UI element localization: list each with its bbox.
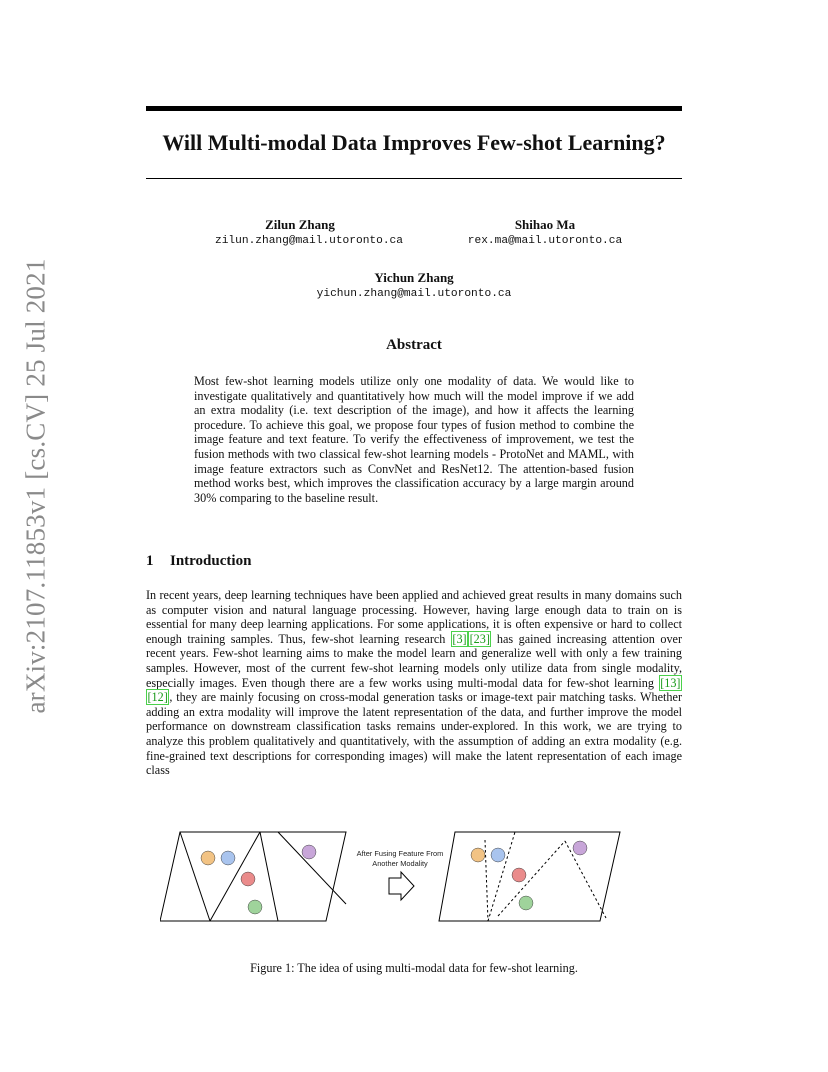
author-email: yichun.zhang@mail.utoronto.ca xyxy=(316,288,512,300)
author-email: zilun.zhang@mail.utoronto.ca xyxy=(215,235,403,247)
arrow-label-line-2: Another Modality xyxy=(372,859,428,868)
purple-class-dot xyxy=(302,845,316,859)
arxiv-stamp-text: arXiv:2107.11853v1 [cs.CV] 25 Jul 2021 xyxy=(20,258,51,714)
blue-class-dot xyxy=(221,851,235,865)
right-boundary-line xyxy=(488,832,515,921)
title-top-rule xyxy=(146,106,682,111)
right-arrow-icon xyxy=(389,872,414,900)
author-block-1 xyxy=(215,216,403,250)
left-panel xyxy=(160,832,346,921)
intro-text-part: In recent years, deep learning techniques have been applied and achieved great results in many domains such as computer vision and natural language processing. However, having large enough data to train on is essential for many deep learning applications. For some applications, it is often expensive or hard to collect enough training samples. Thus, few-shot learning research xyxy=(146,588,682,646)
title-bottom-rule xyxy=(146,178,682,179)
abstract-heading: Abstract xyxy=(386,337,442,353)
orange-class-dot xyxy=(471,848,485,862)
purple-class-dot xyxy=(573,841,587,855)
section-heading-introduction xyxy=(146,553,251,570)
introduction-text xyxy=(146,588,682,778)
arrow-label-line-1: After Fusing Feature From xyxy=(356,849,444,858)
orange-class-dot xyxy=(201,851,215,865)
section-title: Introduction xyxy=(170,553,252,569)
paper-title: Will Multi-modal Data Improves Few-shot Learning? xyxy=(162,130,666,155)
right-boundary-line xyxy=(485,840,488,921)
left-boundary-line xyxy=(180,832,210,921)
author-block-3 xyxy=(300,269,528,303)
figure-caption: Figure 1: The idea of using multi-modal data for few-shot learning. xyxy=(250,961,578,975)
left-boundary-line xyxy=(260,832,278,921)
red-class-dot xyxy=(241,872,255,886)
citation-link[interactable]: [12] xyxy=(147,690,168,705)
author-block-2 xyxy=(455,216,635,250)
right-panel xyxy=(439,832,620,921)
citation-link[interactable]: [23] xyxy=(469,631,490,646)
author-name: Zilun Zhang xyxy=(265,217,335,232)
abstract-text: Most few-shot learning models utilize only one modality of data. We would like to investigate qualitatively and quantitatively how much will the model improve if we add an extra modality (i.e. text description of the image), and how it affects the learning procedure. To achieve this goal, we propose four types of fusion method to combine the image feature and text feature. To verify the effectiveness of improvement, we test the fusion methods with two classical few-shot learning models - ProtoNet and MAML, with image feature extractors such as ConvNet and ResNet12. The attention-based fusion method works best, which improves the classification accuracy by a large margin around 30% comparing to the baseline result. xyxy=(194,374,634,505)
section-number: 1 xyxy=(146,553,154,569)
arxiv-identifier-stamp xyxy=(0,0,70,1072)
author-name: Shihao Ma xyxy=(514,217,576,232)
red-class-dot xyxy=(512,868,526,882)
citation-link[interactable]: [3] xyxy=(452,631,467,646)
intro-text-part: has gained increasing attention over recent years. Few-shot learning aims to make the model learn and generalize well with only a few training samples. However, most of the current few-shot learning models only utilize data from single modality, especially images. Even though there are a few works using multi-modal data for few-shot learning xyxy=(146,631,683,690)
green-class-dot xyxy=(248,900,262,914)
blue-class-dot xyxy=(491,848,505,862)
figure-1-diagram xyxy=(160,820,670,932)
green-class-dot xyxy=(519,896,533,910)
author-email: rex.ma@mail.utoronto.ca xyxy=(467,235,623,247)
left-boundary-line xyxy=(278,832,346,904)
author-name: Yichun Zhang xyxy=(374,270,454,285)
intro-text-part: , they are mainly focusing on cross-modal generation tasks or image-text pair matching tasks. Whether adding an extra modality will improve the latent representation of the data, and further improve the model performance on downstream classification tasks remains under-explored. In this work, we are trying to analyze this problem qualitatively and quantitatively, with the assumption of adding an extra modality (e.g. fine-grained text descriptions for corresponding images) will make the latent representation of each image class xyxy=(146,690,682,778)
citation-link[interactable]: [13] xyxy=(660,675,681,690)
